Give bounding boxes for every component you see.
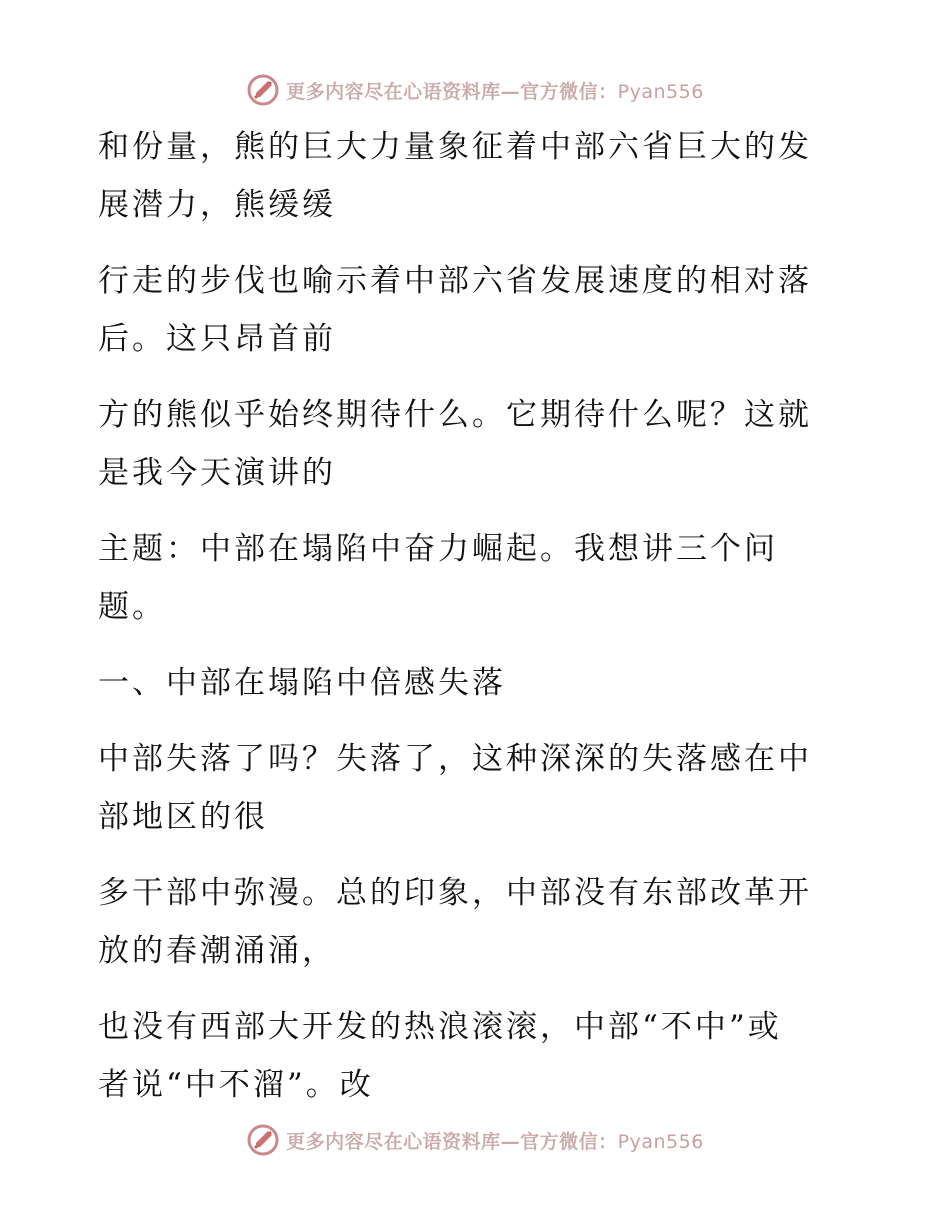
text-line: 放的春潮涌涌， (98, 933, 336, 969)
paragraph-8 (98, 998, 838, 1114)
footer-banner (0, 1120, 950, 1160)
text-line: 行走的步伐也喻示着中部六省发展速度的相对落 (98, 263, 812, 299)
text-line: 主题：中部在塌陷中奋力崛起。我想讲三个问 (98, 531, 778, 567)
text-line: 和份量，熊的巨大力量象征着中部六省巨大的发 (98, 129, 812, 165)
section-heading (98, 654, 838, 712)
text-line: 部地区的很 (98, 799, 268, 835)
paragraph-2 (98, 252, 838, 368)
paragraph-7 (98, 864, 838, 980)
text-line: 多干部中弥漫。总的印象，中部没有东部改革开 (98, 875, 812, 911)
text-line: 也没有西部大开发的热浪滚滚，中部“不中”或 (98, 1009, 782, 1045)
text-line: 展潜力，熊缓缓 (98, 187, 336, 223)
paragraph-1 (98, 118, 838, 234)
footer-wechat-id: Pyan556 (617, 1130, 704, 1153)
text-line: 题。 (98, 589, 166, 625)
document-body (98, 118, 838, 1132)
text-line: 中部失落了吗？失落了，这种深深的失落感在中 (98, 741, 812, 777)
text-line: 者说“中不溜”。改 (98, 1067, 374, 1103)
logo-icon (246, 73, 280, 107)
paragraph-4 (98, 520, 838, 636)
header-banner-text: 更多内容尽在心语资料库—官方微信：Pyan556 (286, 80, 704, 103)
header-wechat-id: Pyan556 (617, 80, 704, 103)
footer-banner-text: 更多内容尽在心语资料库—官方微信：Pyan556 (286, 1130, 704, 1153)
header-banner (0, 70, 950, 110)
text-line: 方的熊似乎始终期待什么。它期待什么呢？这就 (98, 397, 812, 433)
text-line: 后。这只昂首前 (98, 321, 336, 357)
paragraph-3 (98, 386, 838, 502)
text-line: 一、中部在塌陷中倍感失落 (98, 665, 506, 701)
text-line: 是我今天演讲的 (98, 455, 336, 491)
paragraph-6 (98, 730, 838, 846)
logo-icon (246, 1123, 280, 1157)
